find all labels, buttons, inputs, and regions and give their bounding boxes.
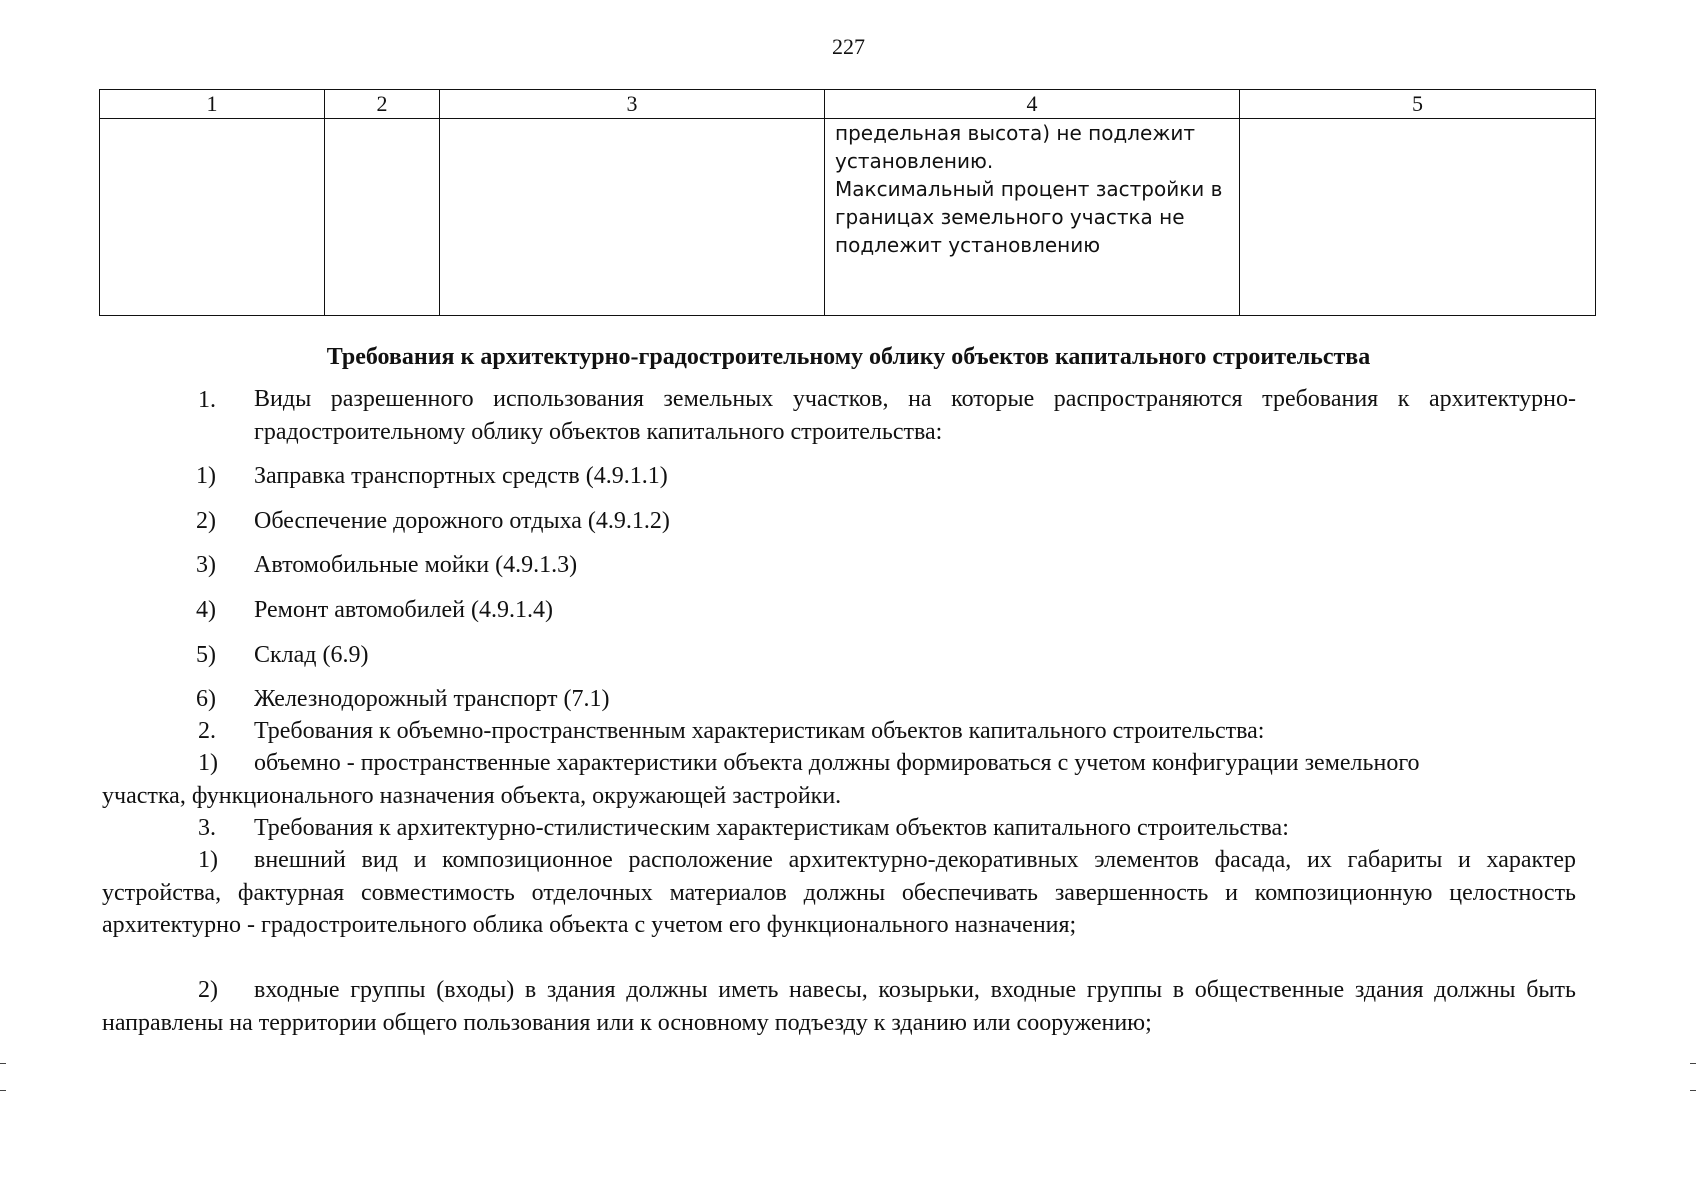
clause-3-item-1 <box>102 844 1576 942</box>
clause-2-item-1 <box>102 747 1494 812</box>
table-cell <box>440 119 825 316</box>
page-number: 227 <box>832 34 865 59</box>
continuation-table <box>99 89 1596 316</box>
list-item-number: 3) <box>196 552 216 578</box>
table-header-row <box>100 90 1596 119</box>
column-header: 5 <box>1240 90 1596 119</box>
table-cell <box>825 119 1240 316</box>
table-cell <box>325 119 440 316</box>
column-header: 2 <box>325 90 440 119</box>
table-cell <box>100 119 325 316</box>
sub-item-number: 2) <box>198 977 218 1003</box>
scan-edge-mark <box>0 1063 6 1091</box>
sub-item-text: объемно - пространственные характеристики объекта должны формироваться с учетом конфигурации земельного участка, функционального назначения объекта, окружающей застройки. <box>102 750 1420 809</box>
list-item-number: 1) <box>196 463 216 489</box>
clause-1-text: Виды разрешенного использования земельных участков, на которые распространяются требования к архитектурно-градостроительному облику объектов капитального строительства: <box>254 386 1576 445</box>
list-item: Обеспечение дорожного отдыха (4.9.1.2) <box>254 508 670 534</box>
list-item-number: 2) <box>196 508 216 534</box>
scan-edge-mark <box>1690 1063 1696 1091</box>
cell-text: предельная высота) не подлежит установлению. Максимальный процент застройки в границах земельного участка не подлежит установлению <box>835 121 1223 257</box>
table-row <box>100 119 1596 316</box>
list-item: Автомобильные мойки (4.9.1.3) <box>254 552 578 578</box>
list-item-number: 4) <box>196 597 216 623</box>
list-item: Ремонт автомобилей (4.9.1.4) <box>254 597 554 623</box>
column-header: 3 <box>440 90 825 119</box>
list-item: Железнодорожный транспорт (7.1) <box>254 686 610 712</box>
list-item-number: 5) <box>196 642 216 668</box>
sub-item-text: входные группы (входы) в здания должны иметь навесы, козырьки, входные группы в общественные здания должны быть направлены на территории общего пользования или к основному подъезду к зданию или сооружению; <box>102 977 1576 1036</box>
clause-2-text: Требования к объемно-пространственным характеристикам объектов капитального строительства: <box>254 718 1265 744</box>
clause-3-item-2 <box>102 974 1576 1039</box>
section-heading: Требования к архитектурно-градостроительному облику объектов капитального строительства <box>326 344 1371 370</box>
sub-item-number: 1) <box>198 847 218 873</box>
table-cell <box>1240 119 1596 316</box>
list-item-number: 6) <box>196 686 216 712</box>
clause-3-text: Требования к архитектурно-стилистическим характеристикам объектов капитального строительства: <box>254 815 1289 841</box>
clause-number: 3. <box>198 815 216 841</box>
column-header: 1 <box>100 90 325 119</box>
list-item: Склад (6.9) <box>254 642 369 668</box>
sub-item-text: внешний вид и композиционное расположение архитектурно-декоративных элементов фасада, их габариты и характер устройства, фактурная совместимость отделочных материалов должны обеспечивать завершенность и композиционную целостность архитектурно - градостроительного облика объекта с учетом его функционального назначения; <box>102 847 1576 938</box>
sub-item-number: 1) <box>198 750 218 776</box>
list-item: Заправка транспортных средств (4.9.1.1) <box>254 463 668 489</box>
column-header: 4 <box>825 90 1240 119</box>
clause-number: 1. <box>198 387 216 413</box>
clause-number: 2. <box>198 718 216 744</box>
